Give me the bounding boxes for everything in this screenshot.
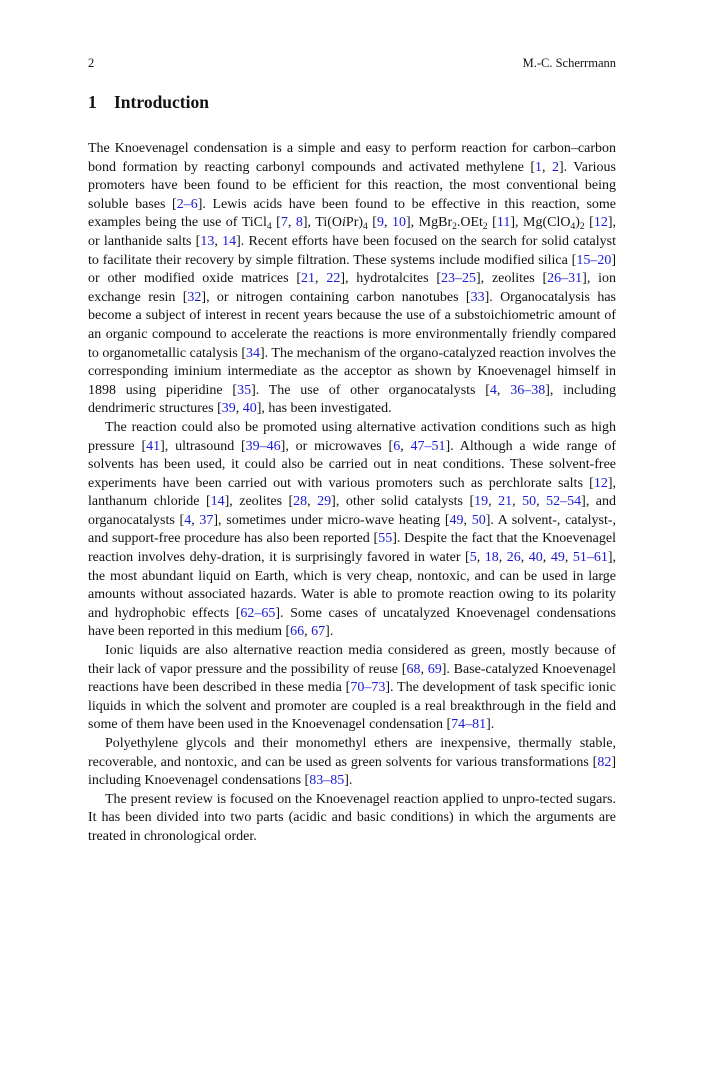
text-segment: ,	[383, 215, 392, 231]
citation-link[interactable]: 23–25	[441, 271, 477, 287]
citation-link[interactable]: 82	[597, 754, 612, 770]
citation-link[interactable]: 51–61	[572, 550, 608, 566]
text-segment: )	[575, 215, 580, 231]
citation-link[interactable]: 49	[449, 512, 464, 528]
citation-link[interactable]: 11	[496, 215, 511, 231]
text-segment: ,	[420, 661, 428, 677]
text-segment: ]. Although a wide range of solvents has been used, it could also be carried out in neat conditions. These solvent-free experiments have been carried out with various promoters such as perchlorate salts [	[88, 438, 617, 491]
citation-link[interactable]: 21	[301, 271, 316, 287]
section-title: Introduction	[114, 92, 209, 112]
text-segment: ].	[344, 773, 353, 789]
text-segment: ].	[325, 624, 334, 640]
citation-link[interactable]: 34	[246, 345, 260, 361]
text-segment: Polyethylene glycols and their monomethyl ethers are inexpensive, thermally stable, recoverable, and nontoxic, and can be used as green solvents for various transformations [	[88, 736, 616, 770]
paragraph	[88, 735, 616, 791]
citation-link[interactable]: 40	[242, 401, 257, 417]
text-segment: ]. Base-catalyzed Knoevenagel reactions have been described in these media [	[88, 661, 617, 696]
citation-link[interactable]: 12	[593, 475, 608, 491]
citation-link[interactable]: 6	[393, 438, 401, 454]
text-segment: [	[584, 215, 594, 231]
citation-link[interactable]: 66	[290, 624, 305, 640]
text-segment: ] or other modified oxide matrices [	[88, 252, 616, 287]
text-segment: ]. Some cases of uncatalyzed Knoevenagel condensations have been reported in this medium [	[88, 605, 616, 640]
citation-link[interactable]: 12	[593, 215, 608, 231]
text-segment: ,	[287, 215, 296, 231]
citation-link[interactable]: 35	[237, 382, 252, 398]
text-segment: ,	[542, 159, 552, 175]
text-segment: [	[530, 159, 536, 175]
subscript: 2	[579, 222, 585, 233]
citation-link[interactable]: 4	[184, 512, 192, 528]
text-segment: ,	[496, 382, 511, 398]
text-segment: ,	[214, 233, 223, 249]
text-segment: ], or lanthanide salts [	[88, 215, 616, 249]
citation-link[interactable]: 74–81	[451, 717, 487, 733]
text-segment: ]. Various promoters have been found to be efficient for this reaction, the most conventional being soluble bases [	[88, 159, 617, 212]
text-segment: The Knoevenagel condensation is a simple and easy to perform reaction for carbon–carbon bond formation by reacting carbonyl compounds and activated methylene	[88, 141, 616, 175]
text-segment: Pr)	[345, 215, 364, 231]
citation-link[interactable]: 5	[469, 550, 477, 566]
citation-link[interactable]: 37	[199, 512, 214, 528]
text-segment: ,	[536, 494, 547, 510]
text-segment: ].	[486, 717, 495, 733]
text-segment: ,	[542, 550, 551, 566]
text-segment: ], sometimes under micro-wave heating [	[213, 512, 450, 528]
citation-link[interactable]: 52–54	[546, 494, 582, 510]
text-segment: ], MgBr	[405, 215, 453, 231]
citation-link[interactable]: 29	[317, 494, 332, 510]
citation-link[interactable]: 67	[311, 624, 326, 640]
section-number: 1	[88, 92, 97, 112]
text-segment: ,	[564, 550, 573, 566]
text-segment: ,	[476, 550, 485, 566]
text-segment: ,	[498, 550, 507, 566]
text-segment: i	[342, 215, 346, 231]
citation-link[interactable]: 50	[471, 512, 486, 528]
citation-link[interactable]: 55	[378, 531, 393, 547]
citation-link[interactable]: 68	[406, 661, 421, 677]
citation-link[interactable]: 13	[200, 233, 215, 249]
text-segment: ], or nitrogen containing carbon nanotubes [	[201, 289, 471, 305]
citation-link[interactable]: 32	[187, 289, 202, 305]
text-segment: [	[487, 215, 497, 231]
text-segment: ] including Knoevenagel condensations [	[88, 754, 616, 789]
text-segment: .OEt	[456, 215, 483, 231]
citation-link[interactable]: 4	[489, 382, 497, 398]
section-heading	[88, 92, 209, 112]
citation-link[interactable]: 50	[522, 494, 537, 510]
text-segment: ]. Despite the fact that the Knoevenagel reaction involves dehy-dration, it is surprisingly favored in water [	[88, 531, 616, 566]
text-segment: ], Mg(ClO	[510, 215, 571, 231]
page-number: 2	[88, 56, 95, 70]
citation-link[interactable]: 41	[146, 438, 161, 454]
paragraph	[88, 642, 616, 735]
citation-link[interactable]: 26	[506, 550, 521, 566]
body-text	[88, 140, 616, 847]
text-segment: ], and organocatalysts [	[88, 494, 617, 528]
citation-link[interactable]: 9	[376, 215, 384, 231]
text-segment: ]. The mechanism of the organo-catalyzed reaction involves the corresponding iminium intermediate as the acceptor as shown by Knoevenagel himself in 1898 using piperidine [	[88, 345, 616, 398]
text-segment: ], ultrasound [	[160, 438, 246, 454]
text-segment: ]. The development of task specific ionic liquids in which the solvent and promoter are coupled is a real breakthrough in the field and some of them have been used in the Knoevenagel condensation [	[88, 680, 616, 733]
text-segment: ], or microwaves [	[280, 438, 394, 454]
text-segment: ,	[235, 401, 243, 417]
text-segment: ,	[304, 624, 312, 640]
text-segment: The reaction could also be promoted using alternative activation conditions such as high pressure [	[88, 419, 616, 454]
text-segment: ]. The use of other organocatalysts [	[251, 382, 490, 398]
citation-link[interactable]: 14	[222, 233, 237, 249]
citation-link[interactable]: 33	[470, 289, 485, 305]
citation-link[interactable]: 28	[293, 494, 308, 510]
citation-link[interactable]: 47–51	[410, 438, 446, 454]
citation-link[interactable]: 40	[528, 550, 543, 566]
text-segment: ,	[463, 512, 472, 528]
subscript: 2	[452, 222, 457, 233]
text-segment: ], lanthanum chloride [	[88, 475, 616, 510]
citation-link[interactable]: 8	[295, 215, 303, 231]
text-segment: ]. Recent efforts have been focused on the search for solid catalyst to facilitate their recovery by simple filtration. These systems include modified silica [	[88, 233, 616, 268]
text-segment: ], hydrotalcites [	[340, 271, 442, 287]
text-segment: ], ion exchange resin [	[88, 271, 616, 305]
text-segment: ], zeolites [	[476, 271, 548, 287]
citation-link[interactable]: 69	[427, 661, 442, 677]
citation-link[interactable]: 26–31	[547, 271, 583, 287]
text-segment: ]. A solvent-, catalyst-, and support-free procedure has also been reported [	[88, 512, 617, 547]
citation-link[interactable]: 19	[474, 494, 489, 510]
citation-link[interactable]: 2–6	[176, 196, 198, 212]
subscript: 4	[363, 222, 368, 233]
subscript: 2	[482, 222, 488, 233]
running-header	[88, 56, 616, 70]
running-author: M.-C. Scherrmann	[522, 56, 616, 70]
citation-link[interactable]: 70–73	[350, 680, 386, 696]
text-segment: ], the most abundant liquid on Earth, which is very cheap, nontoxic, and can be used in large amounts without associated hazards. Water is able to promote reaction owing to its polarity and hydrophobic effects [	[88, 550, 617, 621]
text-segment: [	[367, 215, 377, 231]
text-segment: ,	[400, 438, 411, 454]
text-segment: The present review is focused on the Knoevenagel reaction applied to unpro-tected sugars. It has been divided into two parts (acidic and basic conditions) in which the arguments are treated in chronological order.	[88, 791, 616, 844]
text-segment: ], other solid catalysts [	[331, 494, 475, 510]
text-segment: ]. Organocatalysis has become a subject of interest in recent years because the use of a substoichiometric amount of an organic compound to accelerate the reactions is more environmentally friendly compared to organometallic catalysis [	[88, 289, 617, 361]
citation-link[interactable]: 18	[484, 550, 499, 566]
citation-link[interactable]: 22	[326, 271, 341, 287]
text-segment: [	[271, 215, 281, 231]
text-segment: ], Ti(O	[302, 215, 343, 231]
text-segment: ,	[307, 494, 318, 510]
text-segment: ,	[520, 550, 529, 566]
citation-link[interactable]: 83–85	[309, 773, 345, 789]
text-segment: ], has been investigated.	[256, 401, 392, 417]
citation-link[interactable]: 39	[221, 401, 236, 417]
citation-link[interactable]: 39–46	[245, 438, 281, 454]
text-segment: ]. Lewis acids have been found to be effective in this reaction, some examples being the use of TiCl	[88, 196, 616, 231]
citation-link[interactable]: 36–38	[510, 382, 546, 398]
text-segment: ], including dendrimeric structures [	[88, 382, 616, 417]
text-segment: ,	[191, 512, 200, 528]
citation-link[interactable]: 10	[391, 215, 406, 231]
citation-link[interactable]: 1	[535, 159, 543, 175]
citation-link[interactable]: 21	[498, 494, 513, 510]
text-segment: ], zeolites [	[224, 494, 294, 510]
text-segment: Ionic liquids are also alternative reaction media considered as green, mostly because of their lack of vapor pressure and the possibility of reuse [	[88, 643, 616, 677]
subscript: 4	[266, 222, 272, 233]
citation-link[interactable]: 15–20	[576, 252, 612, 268]
paragraph	[88, 791, 616, 847]
citation-link[interactable]: 49	[550, 550, 565, 566]
citation-link[interactable]: 7	[280, 215, 288, 231]
subscript: 4	[570, 222, 576, 233]
paragraph	[88, 140, 616, 419]
paragraph	[88, 419, 616, 642]
text-segment: ,	[315, 271, 327, 287]
text-segment: ,	[488, 494, 499, 510]
text-segment: ,	[512, 494, 523, 510]
citation-link[interactable]: 14	[210, 494, 225, 510]
citation-link[interactable]: 2	[551, 159, 559, 175]
citation-link[interactable]: 62–65	[240, 605, 276, 621]
